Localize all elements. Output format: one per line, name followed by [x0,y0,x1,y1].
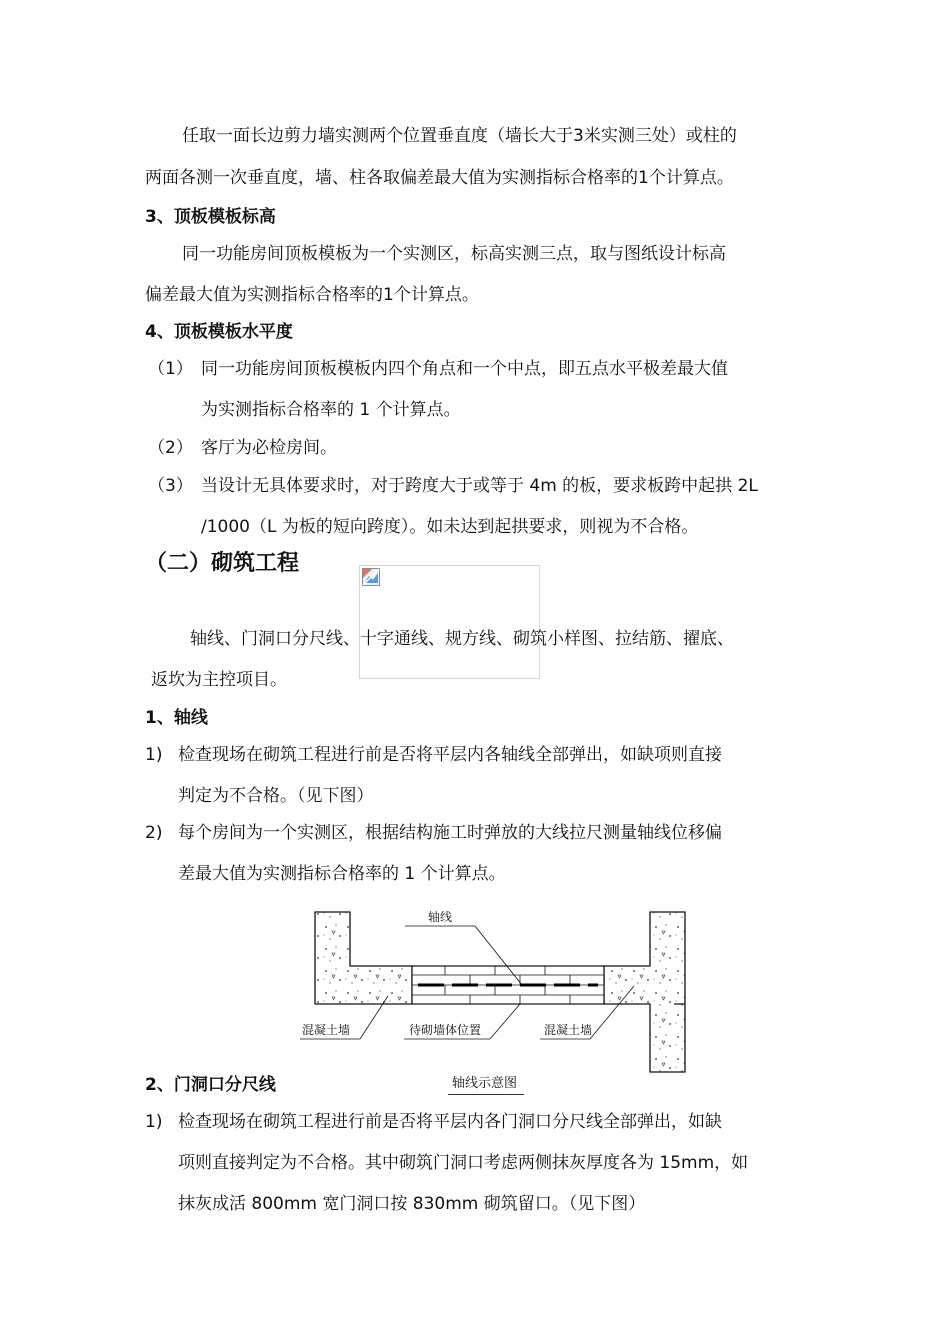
list-number: 1) [145,745,163,765]
concrete-wall-right-label: 混凝土墙 [544,1023,593,1037]
list-item-line: 为实测指标合格率的 1 个计算点。 [201,400,461,420]
section-heading: （二）砌筑工程 [145,551,300,576]
axis-label: 轴线 [428,910,453,924]
list-item-line: 抹灰成活 800mm 宽门洞口按 830mm 砌筑留口。（见下图） [178,1194,646,1214]
paragraph-line: 同一功能房间顶板模板为一个实测区，标高实测三点，取与图纸设计标高 [182,244,726,264]
paragraph-line: 返坎为主控项目。 [151,670,287,690]
paragraph-line: 轴线、门洞口分尺线、十字通线、规方线、砌筑小样图、拉结筋、擢底、 [190,629,734,649]
concrete-wall-right [604,912,685,1072]
list-item-line: 检查现场在砌筑工程进行前是否将平层内各轴线全部弹出，如缺项则直接 [178,745,722,765]
list-item-line: 检查现场在砌筑工程进行前是否将平层内各门洞口分尺线全部弹出，如缺 [178,1112,722,1132]
axis-diagram [300,900,700,1075]
list-item-line: /1000（L 为板的短向跨度）。如未达到起拱要求，则视为不合格。 [201,517,699,537]
list-item-line: 差最大值为实测指标合格率的 1 个计算点。 [178,864,506,884]
list-number: （2） [148,438,193,458]
broken-image-icon [362,568,380,586]
heading-axis: 1、轴线 [145,708,208,728]
broken-image-placeholder [359,565,540,679]
list-item-line: 同一功能房间顶板模板内四个角点和一个中点，即五点水平极差最大值 [201,359,728,379]
heading-4: 4、顶板模板水平度 [145,322,293,342]
list-item-line: 判定为不合格。（见下图） [178,786,374,806]
paragraph-line: 偏差最大值为实测指标合格率的1个计算点。 [145,285,479,305]
list-number: （1） [148,359,193,379]
paragraph-line: 两面各测一次垂直度，墙、柱各取偏差最大值为实测指标合格率的1个计算点。 [145,168,734,188]
list-item-line: 当设计无具体要求时，对于跨度大于或等于 4m 的板，要求板跨中起拱 2L [201,476,758,496]
diagram-caption: 轴线示意图 [452,1076,518,1091]
concrete-wall-left-label: 混凝土墙 [302,1023,351,1037]
list-item-line: 每个房间为一个实测区，根据结构施工时弹放的大线拉尺测量轴线位移偏 [178,823,722,843]
paragraph-line: 任取一面长边剪力墙实测两个位置垂直度（墙长大于3米实测三处）或柱的 [182,126,737,146]
heading-3: 3、顶板模板标高 [145,207,276,227]
caption-underline [448,1094,524,1095]
list-number: （3） [148,476,193,496]
masonry-wall-label: 待砌墙体位置 [409,1023,482,1037]
list-item-line: 项则直接判定为不合格。其中砌筑门洞口考虑两侧抹灰厚度各为 15mm，如 [178,1153,749,1173]
heading-door-opening: 2、门洞口分尺线 [145,1075,276,1095]
concrete-wall-left [315,912,412,1004]
list-number: 2) [145,823,163,843]
list-item-line: 客厅为必检房间。 [201,438,337,458]
list-number: 1) [145,1112,163,1132]
